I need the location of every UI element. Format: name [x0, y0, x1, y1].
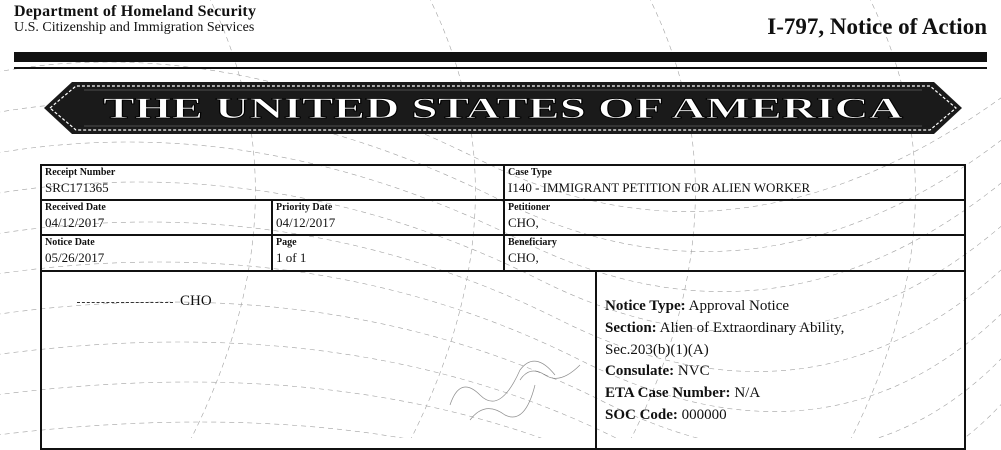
banner-text: THE UNITED STATES OF AMERICA [103, 92, 904, 125]
addressee-name: CHO [180, 293, 212, 309]
section-line [605, 318, 844, 340]
petitioner-cell [503, 199, 966, 236]
notice-type-value: Approval Notice [688, 298, 790, 314]
eta-label: ETA Case Number: [605, 385, 731, 402]
header-rule-thin [14, 67, 987, 69]
case-type-label: Case Type [508, 167, 552, 178]
soc-value: 000000 [681, 406, 727, 423]
soc-line [605, 405, 844, 427]
notice-type-label: Notice Type: [605, 298, 686, 314]
consulate-value: NVC [677, 363, 710, 380]
eta-value: N/A [734, 385, 761, 402]
received-date-label: Received Date [45, 202, 106, 213]
case-type-value: I140 - IMMIGRANT PETITION FOR ALIEN WORKER [508, 180, 811, 195]
usa-banner [44, 74, 962, 142]
priority-date-cell [271, 199, 505, 236]
received-date-value: 04/12/2017 [45, 215, 105, 230]
header-rule-thick [14, 52, 987, 62]
petitioner-value: CHO, [508, 215, 539, 230]
section-value-2: Sec.203(b)(1)(A) [605, 341, 709, 358]
priority-date-value: 04/12/2017 [276, 215, 336, 230]
petitioner-label: Petitioner [508, 202, 551, 213]
page-label: Page [276, 237, 297, 248]
page-cell [271, 234, 505, 272]
case-type-cell [503, 164, 966, 201]
department-name: Department of Homeland Security [14, 3, 257, 20]
receipt-number-cell [40, 164, 505, 201]
beneficiary-value: CHO, [508, 250, 539, 265]
beneficiary-cell [503, 234, 966, 272]
soc-label: SOC Code: [605, 406, 678, 423]
section-value: Alien of Extraordinary Ability, [659, 319, 845, 336]
section-label: Section: [605, 319, 657, 336]
priority-date-label: Priority Date [276, 202, 333, 213]
notice-date-label: Notice Date [45, 237, 95, 248]
section-line-2 [605, 340, 844, 362]
consulate-line [605, 361, 844, 383]
redacted-name-line [77, 302, 173, 303]
notice-type-line [605, 296, 844, 318]
agency-name: U.S. Citizenship and Immigration Services [14, 20, 255, 35]
beneficiary-label: Beneficiary [508, 237, 557, 248]
notice-date-value: 05/26/2017 [45, 250, 105, 265]
form-title: I-797, Notice of Action [767, 14, 987, 39]
receipt-number-value: SRC171365 [45, 180, 109, 195]
notice-date-cell [40, 234, 273, 272]
received-date-cell [40, 199, 273, 236]
notice-details [605, 296, 844, 427]
receipt-number-label: Receipt Number [45, 167, 116, 178]
consulate-label: Consulate: [605, 363, 675, 380]
eta-line [605, 383, 844, 405]
address-box [40, 270, 597, 450]
page-value: 1 of 1 [276, 250, 307, 265]
agency-header [14, 4, 256, 36]
